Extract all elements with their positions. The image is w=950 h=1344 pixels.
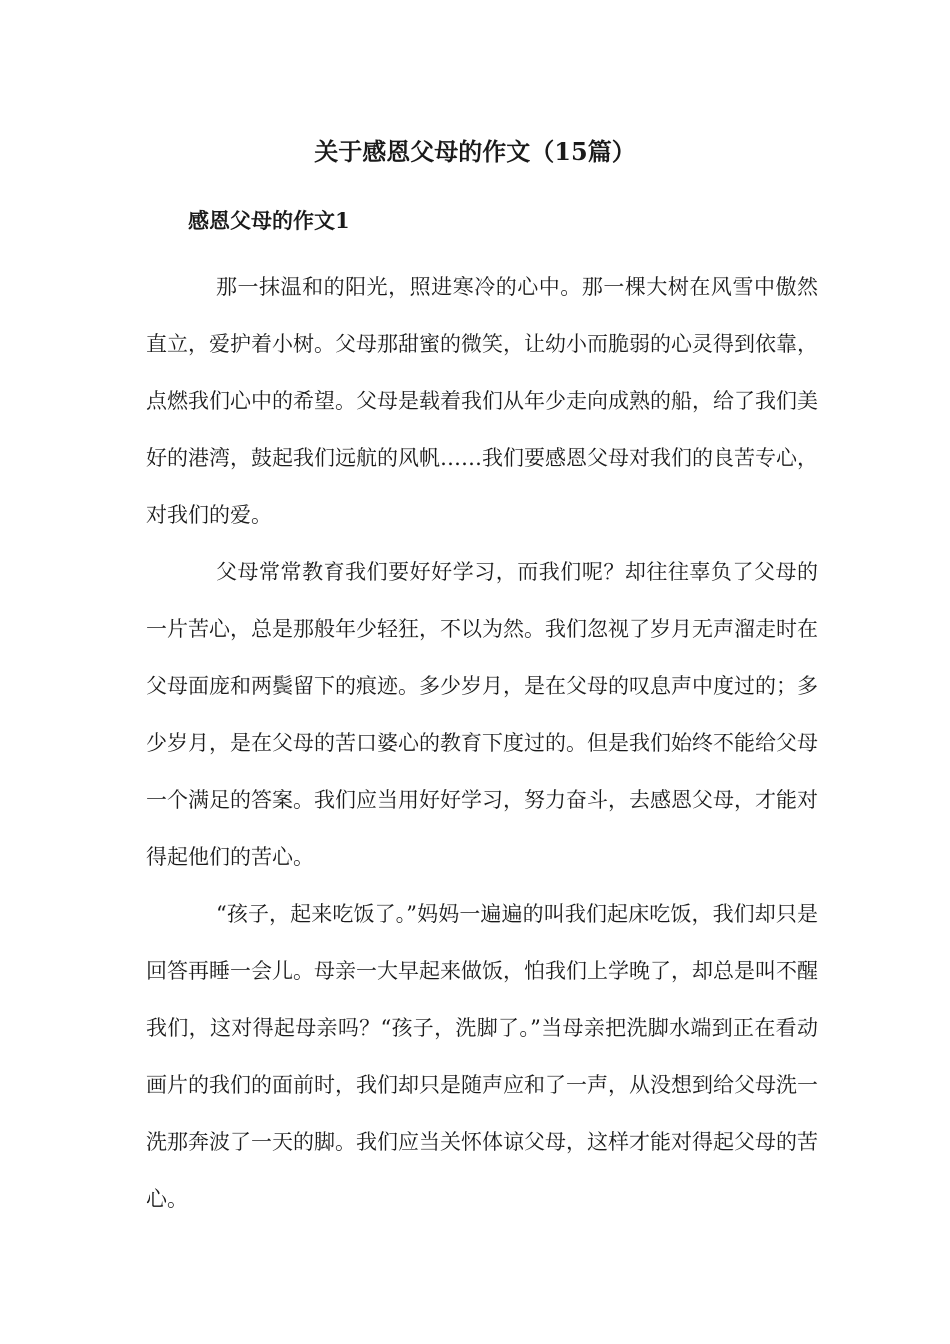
paragraph-3: “孩子，起来吃饭了。”妈妈一遍遍的叫我们起床吃饭，我们却只是回答再睡一会儿。母亲一大早起来做饭，怕我们上学晚了，却总是叫不醒我们，这对得起母亲吗？“孩子，洗脚了。”当母亲把洗脚水端到正在看动画片的我们的面前时，我们却只是随声应和了一声，从没想到给父母洗一洗那奔波了一天的脚。我们应当关怀体谅父母，这样才能对得起父母的苦心。: [146, 902, 818, 1211]
paragraph-1: 那一抹温和的阳光，照进寒冷的心中。那一棵大树在风雪中傲然直立，爱护着小树。父母那甜蜜的微笑，让幼小而脆弱的心灵得到依靠，点燃我们心中的希望。父母是载着我们从年少走向成熟的船，给了我们美好的港湾，鼓起我们远航的风帆……我们要感恩父母对我们的良苦专心，对我们的爱。: [146, 275, 818, 527]
essay-body: [146, 259, 818, 1228]
document-title: 关于感恩父母的作文（15篇）: [314, 137, 636, 166]
section-heading: 感恩父母的作文1: [188, 208, 350, 233]
paragraph-2: 父母常常教育我们要好好学习，而我们呢？却往往辜负了父母的一片苦心，总是那般年少轻狂，不以为然。我们忽视了岁月无声溜走时在父母面庞和两鬓留下的痕迹。多少岁月，是在父母的叹息声中度过的；多少岁月，是在父母的苦口婆心的教育下度过的。但是我们始终不能给父母一个满足的答案。我们应当用好好学习，努力奋斗，去感恩父母，才能对得起他们的苦心。: [146, 560, 818, 869]
